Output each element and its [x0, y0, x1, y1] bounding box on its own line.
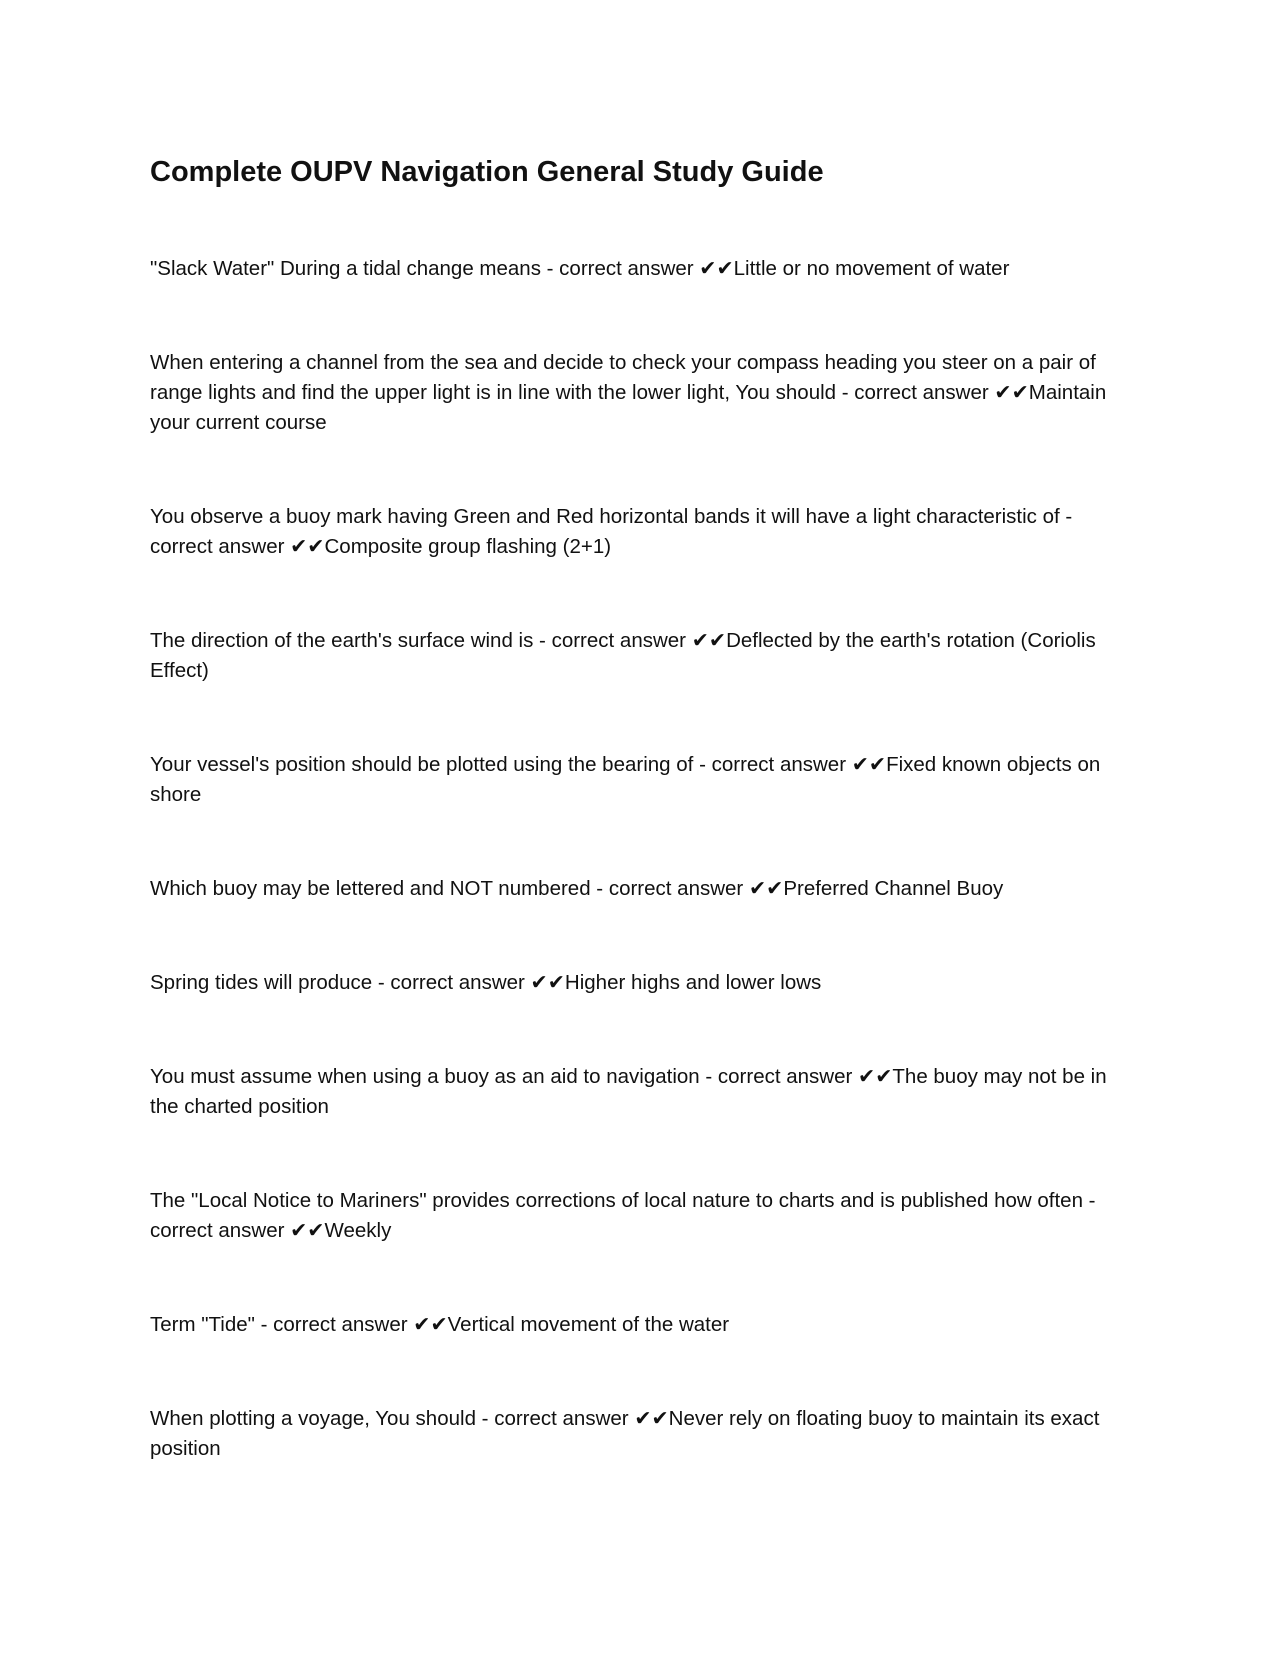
question-text: Your vessel's position should be plotted using the bearing of: [150, 753, 694, 776]
answer-text: The buoy may not be in the charted position: [150, 1065, 1107, 1118]
answer-marker: correct answer ✔✔: [711, 753, 887, 776]
question-text: When entering a channel from the sea and decide to check your compass heading you steer on a pair of range lights and find the upper light is in line with the lower light, You should: [150, 351, 1096, 404]
answer-text: Vertical movement of the water: [447, 1313, 730, 1336]
question-text: The "Local Notice to Mariners" provides corrections of local nature to charts and is published how often: [150, 1189, 1083, 1212]
question-item: You observe a buoy mark having Green and Red horizontal bands it will have a light characteristic of - correct answer ✔✔Composite group flashing (2+1): [150, 505, 1073, 558]
question-item: Your vessel's position should be plotted using the bearing of - correct answer ✔✔Fixed known objects on shore: [150, 753, 1101, 806]
answer-marker: correct answer ✔✔: [551, 629, 727, 652]
question-text: Spring tides will produce: [150, 971, 373, 994]
answer-marker: correct answer ✔✔: [390, 971, 565, 994]
answer-marker: correct answer ✔✔: [150, 535, 325, 558]
answer-text: Preferred Channel Buoy: [783, 877, 1004, 900]
answer-text: Composite group flashing (2+1): [324, 535, 612, 558]
answer-text: Never rely on floating buoy to maintain its exact position: [150, 1407, 1100, 1460]
answer-text: Weekly: [324, 1219, 392, 1242]
answer-text: Little or no movement of water: [733, 257, 1010, 280]
question-item: Term "Tide" - correct answer ✔✔Vertical movement of the water: [150, 1313, 730, 1336]
answer-marker: correct answer ✔✔: [150, 1219, 325, 1242]
question-list: [150, 254, 1140, 1528]
answer-marker: correct answer ✔✔: [717, 1065, 893, 1088]
page-title: Complete OUPV Navigation General Study Guide: [150, 156, 824, 188]
answer-text: Deflected by the earth's rotation (Coriolis Effect): [150, 629, 1096, 682]
question-text: Which buoy may be lettered and NOT numbered: [150, 877, 591, 900]
answer-text: Maintain your current course: [150, 381, 1107, 434]
question-item: Which buoy may be lettered and NOT numbered - correct answer ✔✔Preferred Channel Buoy: [150, 877, 1004, 900]
answer-text: Fixed known objects on shore: [150, 753, 1101, 806]
question-text: Term "Tide": [150, 1313, 255, 1336]
answer-marker: correct answer ✔✔: [608, 877, 784, 900]
question-text: When plotting a voyage, You should: [150, 1407, 476, 1430]
answer-marker: correct answer ✔✔: [559, 257, 734, 280]
answer-marker: correct answer ✔✔: [854, 381, 1029, 404]
answer-text: Higher highs and lower lows: [564, 971, 822, 994]
question-text: The direction of the earth's surface wind is: [150, 629, 534, 652]
answer-marker: correct answer ✔✔: [494, 1407, 669, 1430]
question-item: The direction of the earth's surface wind is - correct answer ✔✔Deflected by the earth's rotation (Coriolis Effect): [150, 629, 1096, 682]
question-item: You must assume when using a buoy as an aid to navigation - correct answer ✔✔The buoy may not be in the charted position: [150, 1065, 1107, 1118]
question-item: Spring tides will produce - correct answer ✔✔Higher highs and lower lows: [150, 971, 822, 994]
question-text: "Slack Water" During a tidal change means: [150, 257, 541, 280]
question-item: "Slack Water" During a tidal change means - correct answer ✔✔Little or no movement of water: [150, 257, 1010, 280]
answer-marker: correct answer ✔✔: [273, 1313, 448, 1336]
question-item: When entering a channel from the sea and decide to check your compass heading you steer on a pair of range lights and find the upper light is in line with the lower light, You should - correct answer ✔✔Maintain your current course: [150, 351, 1107, 434]
question-text: You observe a buoy mark having Green and Red horizontal bands it will have a light characteristic of: [150, 505, 1060, 528]
question-item: When plotting a voyage, You should - correct answer ✔✔Never rely on floating buoy to maintain its exact position: [150, 1407, 1100, 1460]
question-item: The "Local Notice to Mariners" provides corrections of local nature to charts and is published how often - correct answer ✔✔Weekly: [150, 1189, 1096, 1242]
question-text: You must assume when using a buoy as an aid to navigation: [150, 1065, 700, 1088]
